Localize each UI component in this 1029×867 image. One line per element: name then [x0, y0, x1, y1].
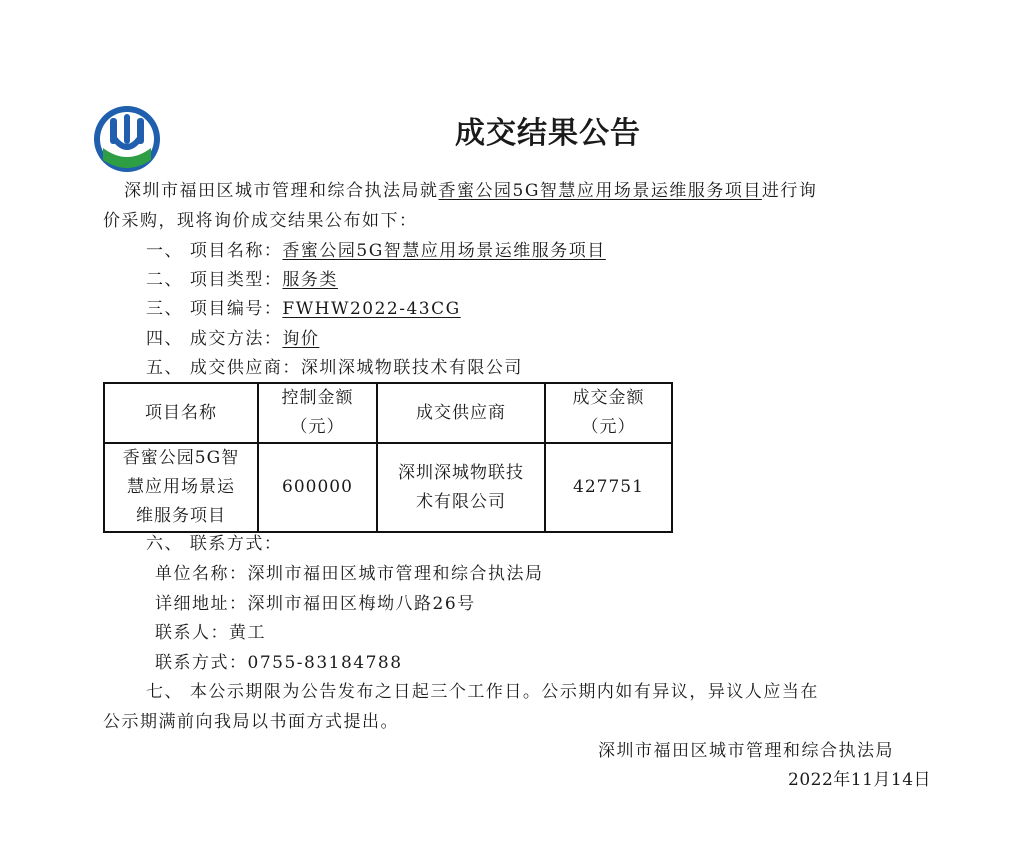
header-deal-amount: 成交金额 （元） [545, 383, 672, 443]
intro-line-2: 价采购，现将询价成交结果公布如下： [103, 211, 418, 231]
intro-project-name: 香蜜公园5G智慧应用场景运维服务项目 [438, 181, 762, 201]
signature-org: 深圳市福田区城市管理和综合执法局 [598, 741, 894, 761]
contact-address: 详细地址：深圳市福田区梅坳八路26号 [155, 594, 476, 614]
cell-supplier: 深圳深城物联技 术有限公司 [377, 443, 545, 532]
page-title: 成交结果公告 [455, 116, 641, 151]
notice-line-1: 七、 本公示期限为公告发布之日起三个工作日。公示期内如有异议，异议人应当在 [146, 682, 819, 702]
cell-deal-amount: 427751 [545, 443, 672, 532]
table-header-row [104, 383, 672, 443]
item-project-name: 一、 项目名称：香蜜公园5G智慧应用场景运维服务项目 [146, 241, 606, 261]
header-project-name: 项目名称 [104, 383, 258, 443]
item-project-number: 三、 项目编号：FWHW2022-43CG [146, 299, 461, 319]
intro-line-1: 深圳市福田区城市管理和综合执法局就香蜜公园5G智慧应用场景运维服务项目进行询 [124, 181, 818, 201]
cell-project-name: 香蜜公园5G智 慧应用场景运 维服务项目 [104, 443, 258, 532]
notice-line-2: 公示期满前向我局以书面方式提出。 [103, 712, 399, 732]
contact-phone: 联系方式：0755-83184788 [155, 653, 403, 673]
table-row [104, 443, 672, 532]
signature-date: 2022年11月14日 [788, 770, 932, 790]
item-supplier: 五、 成交供应商：深圳深城物联技术有限公司 [146, 358, 523, 378]
contact-person: 联系人：黄工 [155, 623, 266, 643]
contact-heading: 六、 联系方式： [146, 534, 283, 554]
contact-unit: 单位名称：深圳市福田区城市管理和综合执法局 [155, 564, 544, 584]
header-control-amount: 控制金额 （元） [258, 383, 377, 443]
item-project-type: 二、 项目类型：服务类 [146, 270, 338, 290]
item-deal-method: 四、 成交方法：询价 [146, 329, 320, 349]
header-supplier: 成交供应商 [377, 383, 545, 443]
cell-control-amount: 600000 [258, 443, 377, 532]
result-table [103, 382, 673, 533]
